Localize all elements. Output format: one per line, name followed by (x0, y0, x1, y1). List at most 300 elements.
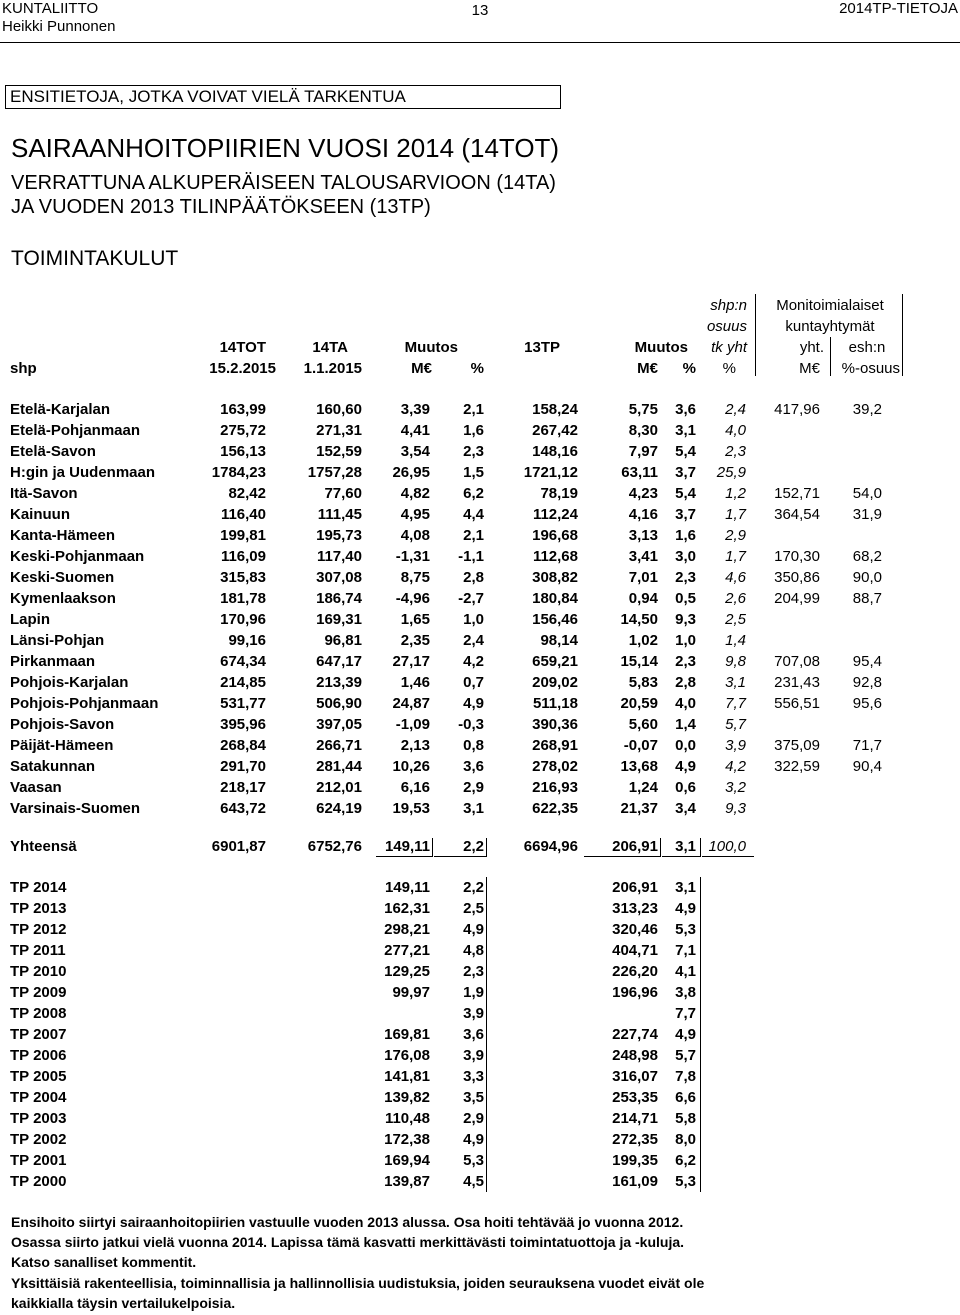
table-cell-p2: 3,0 (675, 548, 696, 565)
table-cell-me: 322,59 (774, 758, 820, 775)
table-cell-m2: 3,13 (628, 527, 658, 544)
history-year: TP 2013 (10, 900, 67, 917)
table-cell-m2: 14,50 (620, 611, 658, 628)
table-cell-tot: 275,72 (220, 422, 266, 439)
history-cell-p2: 3,1 (675, 879, 696, 896)
history-cell-p1: 5,3 (463, 1152, 484, 1169)
table-cell-tot: 99,16 (228, 632, 266, 649)
history-cell-m1: 169,94 (384, 1152, 430, 1169)
history-cell-p1: 4,9 (463, 921, 484, 938)
cell-divider (432, 838, 433, 857)
table-cell-esh: 95,6 (852, 695, 882, 712)
table-cell-p2: 1,6 (675, 527, 696, 544)
table-cell-tp: 112,68 (532, 548, 578, 565)
table-cell-p2: 2,3 (675, 569, 696, 586)
table-cell-p1: 3,6 (463, 758, 484, 775)
table-cell-tp: 180,84 (532, 590, 578, 607)
district-name: Lapin (10, 611, 50, 628)
history-cell-m1: 139,87 (384, 1173, 430, 1190)
table-cell-p2: 4,9 (675, 758, 696, 775)
history-cell-m2: 316,07 (612, 1068, 658, 1085)
history-cell-p2: 5,8 (675, 1110, 696, 1127)
history-year: TP 2010 (10, 963, 67, 980)
district-name: Kanta-Hämeen (10, 527, 116, 544)
total-change-me: 149,11 (384, 838, 430, 855)
district-name: Keski-Pohjanmaan (10, 548, 145, 565)
table-cell-p1: 1,0 (463, 611, 484, 628)
column-divider (755, 294, 756, 376)
total-14ta: 6752,76 (307, 838, 362, 855)
district-name: Pirkanmaan (10, 653, 96, 670)
table-cell-me: 375,09 (774, 737, 820, 754)
history-cell-m1: 298,21 (384, 921, 430, 938)
table-cell-m1: 26,95 (392, 464, 430, 481)
district-name: H:gin ja Uudenmaan (10, 464, 156, 481)
table-cell-ta: 506,90 (316, 695, 362, 712)
history-year: TP 2002 (10, 1131, 67, 1148)
history-cell-m1: 139,82 (384, 1089, 430, 1106)
table-cell-os: 2,9 (725, 527, 746, 544)
table-cell-ta: 111,45 (317, 506, 362, 523)
table-cell-m2: 1,02 (628, 632, 658, 649)
table-cell-m2: 4,23 (628, 485, 658, 502)
history-cell-m2: 272,35 (612, 1131, 658, 1148)
table-cell-tot: 218,17 (220, 779, 266, 796)
history-cell-p2: 5,3 (675, 921, 696, 938)
table-cell-tp: 216,93 (532, 779, 578, 796)
table-cell-p1: -0,3 (458, 716, 484, 733)
history-cell-p2: 6,6 (675, 1089, 696, 1106)
district-name: Etelä-Pohjanmaan (10, 422, 141, 439)
table-cell-tot: 116,40 (220, 506, 266, 523)
history-cell-p1: 4,8 (463, 942, 484, 959)
history-cell-m1: 99,97 (392, 984, 430, 1001)
table-cell-m2: 5,83 (628, 674, 658, 691)
table-cell-os: 2,3 (725, 443, 746, 460)
history-cell-p2: 7,7 (675, 1005, 696, 1022)
table-cell-os: 9,3 (725, 800, 746, 817)
table-cell-p2: 4,0 (675, 695, 696, 712)
district-name: Varsinais-Suomen (10, 800, 141, 817)
table-cell-m1: 27,17 (392, 653, 430, 670)
table-cell-tp: 390,36 (532, 716, 578, 733)
history-cell-m1: 110,48 (384, 1110, 430, 1127)
table-cell-m1: 4,82 (400, 485, 430, 502)
table-cell-me: 231,43 (774, 674, 820, 691)
table-cell-ta: 624,19 (316, 800, 362, 817)
history-cell-m2: 206,91 (612, 879, 658, 896)
table-cell-ta: 271,31 (316, 422, 362, 439)
doc-tag: 2014TP-TIETOJA (839, 0, 958, 17)
table-cell-ta: 117,40 (316, 548, 362, 565)
history-year: TP 2001 (10, 1152, 67, 1169)
table-cell-tot: 315,83 (220, 569, 266, 586)
history-cell-m1: 149,11 (384, 879, 430, 896)
table-cell-m2: 63,11 (621, 464, 658, 481)
history-cell-m2: 404,71 (612, 942, 658, 959)
table-cell-os: 3,1 (725, 674, 746, 691)
table-cell-tp: 148,16 (532, 443, 578, 460)
history-cell-p1: 3,9 (463, 1005, 484, 1022)
table-cell-tp: 622,35 (532, 800, 578, 817)
column-divider (902, 294, 903, 376)
table-cell-m1: 8,75 (400, 569, 430, 586)
preliminary-banner: ENSITIETOJA, JOTKA VOIVAT VIELÄ TARKENTUA (5, 85, 561, 109)
col-header-14ta-date: 1.1.2015 (303, 360, 362, 377)
table-cell-m2: 13,68 (620, 758, 658, 775)
history-cell-m2: 199,35 (612, 1152, 658, 1169)
table-cell-os: 2,6 (725, 590, 746, 607)
table-cell-os: 5,7 (725, 716, 746, 733)
col-header-13tp: 13TP (524, 339, 560, 356)
district-name: Pohjois-Pohjanmaan (10, 695, 159, 712)
table-cell-me: 707,08 (774, 653, 820, 670)
table-cell-p1: 0,7 (463, 674, 484, 691)
history-cell-p2: 7,8 (675, 1068, 696, 1085)
history-cell-p1: 3,5 (463, 1089, 484, 1106)
history-cell-p2: 4,9 (675, 1026, 696, 1043)
table-cell-me: 152,71 (774, 485, 820, 502)
table-cell-me: 364,54 (774, 506, 820, 523)
col-header-14ta: 14TA (312, 339, 348, 356)
col-header-share-1: shp:n (710, 297, 747, 314)
table-cell-m2: 20,59 (620, 695, 658, 712)
col-header-shp: shp (10, 360, 37, 377)
district-name: Pohjois-Karjalan (10, 674, 129, 691)
history-cell-m1: 169,81 (384, 1026, 430, 1043)
history-year: TP 2006 (10, 1047, 67, 1064)
table-cell-os: 2,5 (725, 611, 746, 628)
table-cell-esh: 88,7 (852, 590, 882, 607)
col-header-unit-me-1: M€ (411, 360, 432, 377)
table-cell-ta: 160,60 (316, 401, 362, 418)
table-cell-m1: 4,08 (400, 527, 430, 544)
table-cell-m2: 3,41 (628, 548, 658, 565)
table-cell-os: 25,9 (716, 464, 746, 481)
total-13tp: 6694,96 (523, 838, 578, 855)
table-cell-tot: 395,96 (220, 716, 266, 733)
table-cell-p2: 1,4 (675, 716, 696, 733)
table-cell-tot: 1784,23 (211, 464, 266, 481)
table-cell-tp: 156,46 (532, 611, 578, 628)
history-cell-m2: 214,71 (612, 1110, 658, 1127)
history-year: TP 2007 (10, 1026, 67, 1043)
table-cell-ta: 647,17 (316, 653, 362, 670)
history-cell-p2: 7,1 (675, 942, 696, 959)
page-subtitle-2: JA VUODEN 2013 TILINPÄÄTÖKSEEN (13TP) (11, 196, 431, 218)
history-cell-m2: 196,96 (612, 984, 658, 1001)
table-cell-p1: 0,8 (463, 737, 484, 754)
history-year: TP 2008 (10, 1005, 67, 1022)
history-cell-p1: 2,5 (463, 900, 484, 917)
table-cell-tp: 659,21 (532, 653, 578, 670)
table-cell-os: 1,4 (725, 632, 746, 649)
table-cell-m2: 7,97 (628, 443, 658, 460)
footnote-3: Katso sanalliset kommentit. (11, 1254, 197, 1270)
table-cell-os: 9,8 (725, 653, 746, 670)
table-cell-esh: 71,7 (852, 737, 882, 754)
table-cell-m2: 15,14 (620, 653, 658, 670)
footnote-5: kaikkialla täysin vertailukelpoisia. (11, 1295, 236, 1311)
table-cell-me: 350,86 (774, 569, 820, 586)
history-cell-m2: 313,23 (612, 900, 658, 917)
col-header-unit-me-2: M€ (637, 360, 658, 377)
table-cell-p1: 1,6 (463, 422, 484, 439)
org-name: KUNTALIITTO (2, 0, 99, 17)
table-cell-m1: 4,41 (400, 422, 430, 439)
cell-underline (702, 856, 754, 857)
table-cell-m2: 8,30 (628, 422, 658, 439)
col-header-multi-yht: yht. (799, 339, 824, 356)
table-cell-ta: 281,44 (316, 758, 362, 775)
col-header-change-1: Muutos (404, 339, 458, 356)
history-year: TP 2004 (10, 1089, 67, 1106)
table-cell-tp: 112,24 (532, 506, 578, 523)
table-cell-p2: 5,4 (675, 485, 696, 502)
table-cell-m1: -4,96 (395, 590, 430, 607)
table-cell-m1: 3,39 (400, 401, 430, 418)
total-change-pct: 2,2 (463, 838, 484, 855)
cell-underline (434, 856, 486, 857)
table-cell-esh: 31,9 (852, 506, 882, 523)
table-cell-p2: 5,4 (675, 443, 696, 460)
table-cell-tp: 308,82 (532, 569, 578, 586)
table-cell-os: 7,7 (725, 695, 746, 712)
col-header-unit-pct-1: % (470, 360, 484, 377)
history-year: TP 2003 (10, 1110, 67, 1127)
table-cell-tp: 158,24 (532, 401, 578, 418)
history-cell-p2: 4,1 (675, 963, 696, 980)
history-year: TP 2012 (10, 921, 67, 938)
history-cell-m2: 253,35 (612, 1089, 658, 1106)
district-name: Etelä-Savon (10, 443, 96, 460)
history-cell-m2: 227,74 (612, 1026, 658, 1043)
col-header-multi-2: kuntayhtymät (785, 318, 875, 335)
table-cell-p1: 2,4 (463, 632, 484, 649)
table-cell-ta: 152,59 (316, 443, 362, 460)
table-cell-tot: 643,72 (220, 800, 266, 817)
footnote-1: Ensihoito siirtyi sairaanhoitopiirien vastuulle vuoden 2013 alussa. Osa hoiti tehtävää jo vuonna 2012. (11, 1214, 684, 1230)
table-cell-me: 170,30 (774, 548, 820, 565)
table-cell-tp: 268,91 (532, 737, 578, 754)
cell-underline (584, 856, 660, 857)
table-cell-tp: 511,18 (532, 695, 578, 712)
total-share: 100,0 (708, 838, 746, 855)
history-cell-p2: 5,3 (675, 1173, 696, 1190)
footnote-4: Yksittäisiä rakenteellisia, toiminnallisia ja hallinnollisia uudistuksia, joiden seurauksena vuodet eivät ole (11, 1275, 705, 1291)
total-14tot: 6901,87 (211, 838, 266, 855)
table-cell-p1: 1,5 (463, 464, 484, 481)
table-cell-ta: 1757,28 (307, 464, 362, 481)
table-cell-os: 3,2 (725, 779, 746, 796)
history-divider (700, 877, 701, 1192)
table-cell-p2: 2,8 (675, 674, 696, 691)
history-cell-p1: 2,9 (463, 1110, 484, 1127)
table-cell-m2: 21,37 (620, 800, 658, 817)
cell-divider (486, 838, 487, 857)
history-cell-p2: 8,0 (675, 1131, 696, 1148)
table-cell-p1: 2,3 (463, 443, 484, 460)
history-year: TP 2005 (10, 1068, 67, 1085)
table-cell-ta: 397,05 (316, 716, 362, 733)
table-cell-esh: 68,2 (852, 548, 882, 565)
table-cell-os: 3,9 (725, 737, 746, 754)
table-cell-tot: 116,09 (220, 548, 266, 565)
col-header-multi-esh: esh:n (848, 339, 886, 356)
history-cell-p2: 3,8 (675, 984, 696, 1001)
table-cell-ta: 307,08 (316, 569, 362, 586)
table-cell-m2: 0,94 (628, 590, 658, 607)
history-year: TP 2011 (10, 942, 66, 959)
table-cell-ta: 186,74 (316, 590, 362, 607)
header-rule (0, 42, 960, 43)
footnote-2: Osassa siirto jatkui vielä vuonna 2014. Lapissa tämä kasvatti merkittävästi toimintatuottoja ja -kuluja. (11, 1234, 685, 1250)
table-cell-tot: 156,13 (220, 443, 266, 460)
table-cell-tot: 268,84 (220, 737, 266, 754)
history-cell-m1: 277,21 (384, 942, 430, 959)
table-cell-os: 1,7 (725, 506, 746, 523)
table-cell-os: 4,2 (725, 758, 746, 775)
table-cell-m2: 5,60 (628, 716, 658, 733)
table-cell-p2: 3,4 (675, 800, 696, 817)
page-number: 13 (471, 2, 489, 19)
history-year: TP 2000 (10, 1173, 67, 1190)
cell-underline (662, 856, 700, 857)
table-cell-tp: 196,68 (532, 527, 578, 544)
table-cell-p1: 4,4 (463, 506, 484, 523)
total-change2-pct: 3,1 (675, 838, 696, 855)
district-name: Kainuun (10, 506, 70, 523)
district-name: Itä-Savon (10, 485, 78, 502)
table-cell-esh: 95,4 (852, 653, 882, 670)
table-cell-p1: 2,1 (463, 527, 484, 544)
col-header-share-2: osuus (706, 318, 747, 335)
history-cell-m1: 176,08 (384, 1047, 430, 1064)
col-header-unit-me-3: M€ (799, 360, 820, 377)
table-cell-m1: 1,65 (400, 611, 430, 628)
table-cell-m1: -1,09 (395, 716, 430, 733)
history-cell-p1: 1,9 (463, 984, 484, 1001)
table-cell-m1: 4,95 (400, 506, 430, 523)
table-cell-m1: 3,54 (400, 443, 430, 460)
table-cell-os: 2,4 (725, 401, 746, 418)
col-header-unit-pct-3: % (722, 360, 736, 377)
history-cell-p1: 3,3 (463, 1068, 484, 1085)
table-cell-me: 417,96 (774, 401, 820, 418)
table-cell-m1: 2,35 (400, 632, 430, 649)
history-cell-p1: 3,9 (463, 1047, 484, 1064)
table-cell-esh: 90,0 (852, 569, 882, 586)
history-cell-p2: 4,9 (675, 900, 696, 917)
col-header-14tot: 14TOT (219, 339, 266, 356)
table-cell-m2: 7,01 (628, 569, 658, 586)
col-header-unit-pct-2: % (682, 360, 696, 377)
table-cell-tp: 98,14 (540, 632, 578, 649)
history-year: TP 2009 (10, 984, 67, 1001)
table-cell-tot: 170,96 (220, 611, 266, 628)
table-cell-p2: 2,3 (675, 653, 696, 670)
col-header-share-3: tk yht (711, 339, 747, 356)
cell-underline (376, 856, 432, 857)
col-header-14tot-date: 15.2.2015 (209, 360, 276, 377)
table-cell-os: 1,2 (725, 485, 746, 502)
table-cell-me: 204,99 (774, 590, 820, 607)
total-label: Yhteensä (10, 838, 77, 855)
table-cell-ta: 169,31 (316, 611, 362, 628)
table-cell-p2: 0,5 (675, 590, 696, 607)
table-cell-p1: 4,2 (463, 653, 484, 670)
table-cell-p1: 6,2 (463, 485, 484, 502)
history-cell-m2: 248,98 (612, 1047, 658, 1064)
history-cell-m2: 226,20 (612, 963, 658, 980)
table-cell-tot: 291,70 (220, 758, 266, 775)
history-cell-m1: 141,81 (384, 1068, 430, 1085)
col-header-change-2: Muutos (634, 339, 688, 356)
table-cell-p2: 0,0 (675, 737, 696, 754)
history-cell-m1: 172,38 (384, 1131, 430, 1148)
table-cell-os: 4,6 (725, 569, 746, 586)
history-cell-p1: 2,3 (463, 963, 484, 980)
district-name: Länsi-Pohjan (10, 632, 105, 649)
table-cell-esh: 39,2 (852, 401, 882, 418)
table-cell-p1: -2,7 (458, 590, 484, 607)
table-cell-p1: -1,1 (458, 548, 484, 565)
history-cell-m2: 161,09 (612, 1173, 658, 1190)
table-cell-tp: 78,19 (540, 485, 578, 502)
history-cell-m1: 162,31 (384, 900, 430, 917)
table-cell-ta: 77,60 (324, 485, 362, 502)
table-cell-m2: 4,16 (628, 506, 658, 523)
table-cell-tot: 531,77 (220, 695, 266, 712)
district-name: Pohjois-Savon (10, 716, 115, 733)
table-cell-esh: 92,8 (852, 674, 882, 691)
table-cell-p2: 3,1 (675, 422, 696, 439)
table-cell-p1: 3,1 (463, 800, 484, 817)
table-cell-os: 4,0 (725, 422, 746, 439)
table-cell-ta: 195,73 (316, 527, 362, 544)
table-cell-p1: 4,9 (463, 695, 484, 712)
history-cell-p1: 3,6 (463, 1026, 484, 1043)
table-cell-p2: 9,3 (675, 611, 696, 628)
table-cell-p2: 3,7 (675, 464, 696, 481)
history-cell-p1: 4,9 (463, 1131, 484, 1148)
table-cell-p2: 1,0 (675, 632, 696, 649)
table-cell-os: 1,7 (725, 548, 746, 565)
table-cell-m1: -1,31 (395, 548, 430, 565)
table-cell-p2: 0,6 (675, 779, 696, 796)
table-cell-tp: 278,02 (532, 758, 578, 775)
table-cell-esh: 54,0 (852, 485, 882, 502)
col-header-unit-share: %-osuus (841, 360, 900, 377)
table-cell-ta: 212,01 (316, 779, 362, 796)
table-cell-tot: 214,85 (220, 674, 266, 691)
table-cell-tot: 82,42 (228, 485, 266, 502)
author-name: Heikki Punnonen (2, 18, 116, 35)
history-cell-p2: 5,7 (675, 1047, 696, 1064)
history-year: TP 2014 (10, 879, 67, 896)
table-cell-p1: 2,8 (463, 569, 484, 586)
cell-divider (700, 838, 701, 857)
table-cell-m2: -0,07 (623, 737, 658, 754)
table-cell-tot: 163,99 (220, 401, 266, 418)
page-title: SAIRAANHOITOPIIRIEN VUOSI 2014 (14TOT) (11, 133, 560, 163)
cell-divider (660, 838, 661, 857)
history-cell-p1: 4,5 (463, 1173, 484, 1190)
page-subtitle-1: VERRATTUNA ALKUPERÄISEEN TALOUSARVIOON (14TA) (11, 172, 556, 194)
table-cell-ta: 266,71 (316, 737, 362, 754)
table-cell-p2: 3,6 (675, 401, 696, 418)
history-cell-p2: 6,2 (675, 1152, 696, 1169)
